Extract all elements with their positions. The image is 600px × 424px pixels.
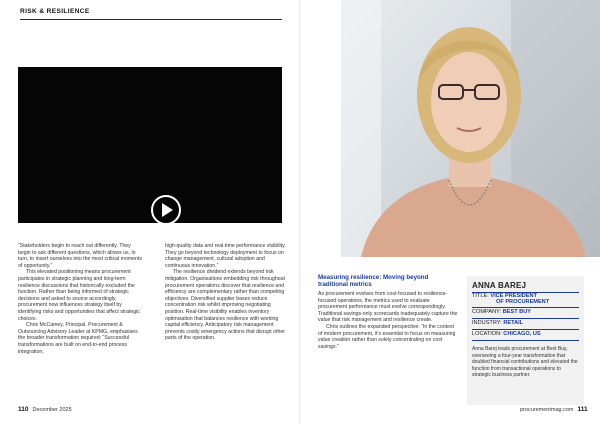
- profile-description: Anna Barej leads procurement at Best Buy, overseeing a four-year transformation that doubled financial contributions and elevated the function from transactional operations to strategic business partner.: [472, 346, 578, 378]
- page-spine: [299, 0, 301, 424]
- subheading: Measuring resilience: Moving beyond traditional metrics: [318, 274, 429, 289]
- profile-location: [472, 331, 541, 338]
- folio-right: [520, 406, 588, 413]
- section-label: RISK & RESILIENCE: [20, 8, 90, 15]
- folio-left: [18, 406, 72, 413]
- section-rule: [20, 19, 282, 20]
- location-label: LOCATION:: [472, 331, 502, 337]
- paragraph: This elevated positioning means procurement participates in strategic planning and long-term resilience discussions that historically excluded the function. Rather than being informed of strategic decisions and asked to source accordingly, procurement now influences strategy itself by identifying risks and opportunities that affect strategic choices.: [18, 269, 140, 322]
- company-value: BEST BUY: [502, 309, 531, 315]
- site-url: procurementmag.com: [520, 407, 574, 413]
- profile-rule: [472, 329, 579, 330]
- industry-value: RETAIL: [503, 320, 524, 326]
- portrait-photo: [341, 0, 600, 257]
- profile-box: [467, 276, 584, 405]
- profile-rule: [472, 307, 579, 308]
- profile-company: [472, 309, 531, 316]
- industry-label: INDUSTRY:: [472, 320, 502, 326]
- location-value: CHICAGO, US: [503, 331, 541, 337]
- paragraph: “Stakeholders begin to reach out differently. They begin to ask different questions, which allows us, in turn, to insert ourselves into the most critical moments of opportunity.”: [18, 243, 142, 269]
- title-value-2: OF PROCUREMENT: [496, 299, 550, 305]
- article-column-2: [165, 243, 287, 342]
- article-column-3: [318, 291, 458, 350]
- profile-rule: [472, 318, 579, 319]
- issue-date: December 2025: [32, 407, 72, 413]
- play-button[interactable]: [151, 195, 181, 225]
- profile-rule: [472, 340, 579, 341]
- play-icon: [161, 203, 173, 217]
- profile-industry: [472, 320, 523, 327]
- title-value: VICE PRESIDENT: [490, 293, 537, 299]
- paragraph: The resilience dividend extends beyond risk mitigation. Organisations embedding risk throughout procurement operations discover that resilience and efficiency are complementary rather than competing objectives. Diversified supplier bases reduce concentration risk whilst improving negotiating position. Real-time visibility enables inventory optimisation that balances resilience with working capital efficiency. Anticipatory risk management prevents costly emergency actions that disrupt other parts of the operation.: [165, 269, 285, 342]
- paragraph: high-quality data and real-time performance visibility. They go beyond technology deployment to focus on change management, cultural adoption and continuous innovation.”: [165, 243, 286, 269]
- article-column-1: [18, 243, 144, 355]
- paragraph: As procurement evolves from cost-focused to resilience-focused operations, the metrics used to evaluate procurement performance must evolve correspondingly. Traditional savings-only scorecards inadequately capture the value that risk management and resilience create.: [318, 291, 458, 324]
- portrait-illustration: [341, 0, 600, 257]
- profile-name: ANNA BAREJ: [472, 281, 527, 290]
- page-number: 111: [577, 406, 588, 413]
- paragraph: Chris outlines the expanded perspective: “In the context of modern procurement, it’s essential to focus on measuring value creation rather than solely concentrating on cost savings.”: [318, 323, 456, 350]
- profile-title-line-2: [496, 299, 549, 306]
- paragraph: Chris McCamey, Principal, Procurement & Outsourcing Advisory Leader at KPMG, emphasises the broader transformation required: “Successful transformations are built on end-to-end process integration,: [18, 322, 138, 355]
- title-label: TITLE:: [472, 293, 489, 299]
- video-player[interactable]: [18, 67, 282, 223]
- page-number: 110: [18, 406, 29, 413]
- company-label: COMPANY:: [472, 309, 502, 315]
